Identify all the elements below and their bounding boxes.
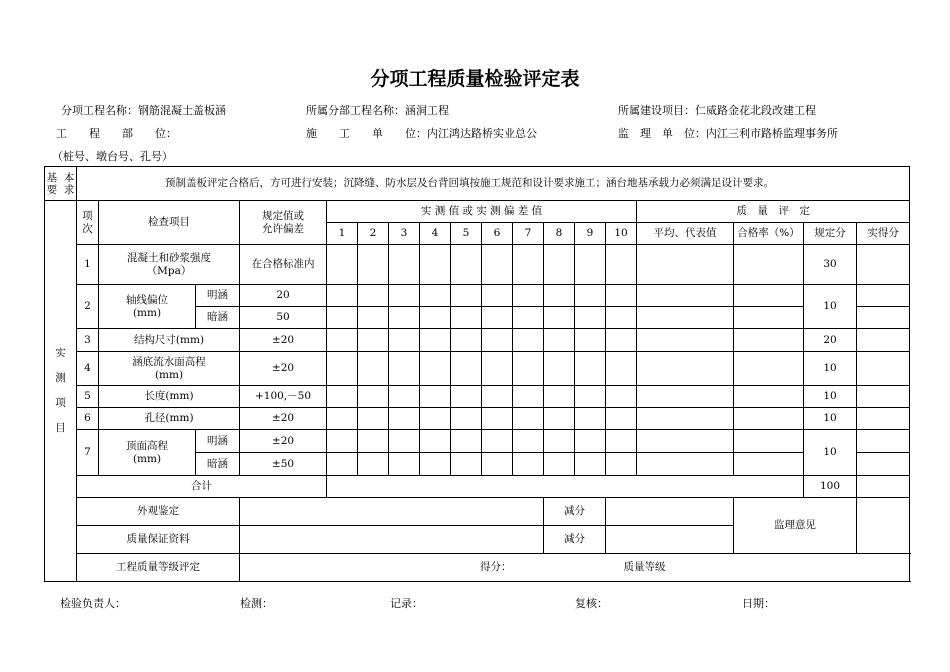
subitem-name: 分项工程名称：钢筋混凝土盖板涵 [61, 104, 226, 117]
appearance-row [45, 498, 910, 526]
inspector-label: 检验负责人： [60, 597, 126, 610]
reviewer-label: 复核： [575, 597, 608, 610]
measure-no: 4 [420, 223, 451, 245]
measured-header: 实 测 值 或 实 测 偏 差 值 [327, 201, 637, 223]
table-row: 6 孔径(mm) ±20 10 [45, 408, 910, 430]
table-row: 2 轴线偏位 (mm) 明涵 20 10 [45, 285, 910, 307]
appearance-label: 外观鉴定 [77, 498, 240, 526]
score-label: 得分： [480, 561, 512, 573]
measure-no: 7 [513, 223, 544, 245]
table-row: 3 结构尺寸(mm) ±20 20 [45, 329, 910, 352]
appearance-deduct-label: 减分 [544, 498, 606, 526]
spec-header: 规定值或 允许偏差 [240, 201, 327, 245]
table-row: 5 长度(mm) +100,－50 10 [45, 386, 910, 408]
supervisor-opinion-label: 监理意见 [734, 498, 857, 554]
quality-header: 质 量 评 定 [637, 201, 910, 223]
check-item-header: 检查项目 [99, 201, 240, 245]
item-no-header: 项 次 [77, 201, 99, 245]
table-row: 暗涵 ±50 [45, 453, 910, 476]
qa-deduct-label: 减分 [544, 526, 606, 554]
qa-label: 质量保证资料 [77, 526, 240, 554]
supervisor [618, 125, 838, 141]
contractor [306, 125, 537, 141]
measure-no: 3 [389, 223, 420, 245]
side-label: 实 测 项 目 [45, 201, 77, 582]
page-title: 分项工程质量检验评定表 [370, 68, 580, 90]
avg-header: 平均、代表值 [637, 223, 734, 245]
measure-no: 10 [606, 223, 637, 245]
station-note: （桩号、墩台号、孔号） [52, 150, 173, 163]
actual-score-header: 实得分 [857, 223, 910, 245]
quality-grade-label: 质量等级 [623, 561, 666, 573]
measure-no: 2 [358, 223, 389, 245]
pass-rate-header: 合格率（%） [734, 223, 804, 245]
contractor-value: 内江鸿达路桥实业总公 [427, 127, 537, 140]
table-row: 1 混凝土和砂浆强度 （Mpa） 在合格标准内 30 [45, 245, 910, 285]
table-row: 7 顶面高程 (mm) 明涵 ±20 10 [45, 430, 910, 453]
inspection-table [44, 166, 910, 582]
total-label: 合计 [77, 476, 327, 498]
grade-label: 工程质量等级评定 [77, 554, 240, 582]
total-score: 100 [804, 476, 857, 498]
division-name: 所属分部工程名称：涵洞工程 [306, 104, 449, 117]
grade-row [45, 554, 910, 582]
supervisor-value: 内江三利市路桥监理事务所 [706, 127, 838, 140]
contractor-label: 施 工 单 位： [306, 127, 427, 140]
measure-no: 8 [544, 223, 575, 245]
recorder-label: 记录： [390, 597, 423, 610]
spec-score-header: 规定分 [804, 223, 857, 245]
checker-label: 检测： [240, 597, 273, 610]
project-name: 所属建设项目：仁威路金花北段改建工程 [618, 104, 816, 117]
measure-no: 9 [575, 223, 606, 245]
total-row [45, 476, 910, 498]
location-label: 工 程 部 位： [56, 127, 177, 140]
table-row: 暗涵 50 [45, 307, 910, 329]
measure-no: 5 [451, 223, 482, 245]
basic-req-text: 预制盖板评定合格后，方可进行安装；沉降缝、防水层及台背回填按施工规范和设计要求施工；涵台地基承载力必须满足设计要求。 [77, 167, 910, 201]
table-row: 4 涵底流水面高程 (mm) ±20 10 [45, 352, 910, 386]
date-label: 日期： [742, 597, 775, 610]
basic-req-label: 基 本 要 求 [45, 167, 77, 201]
measure-no: 1 [327, 223, 358, 245]
supervisor-label: 监 理 单 位： [618, 127, 706, 140]
measure-no: 6 [482, 223, 513, 245]
